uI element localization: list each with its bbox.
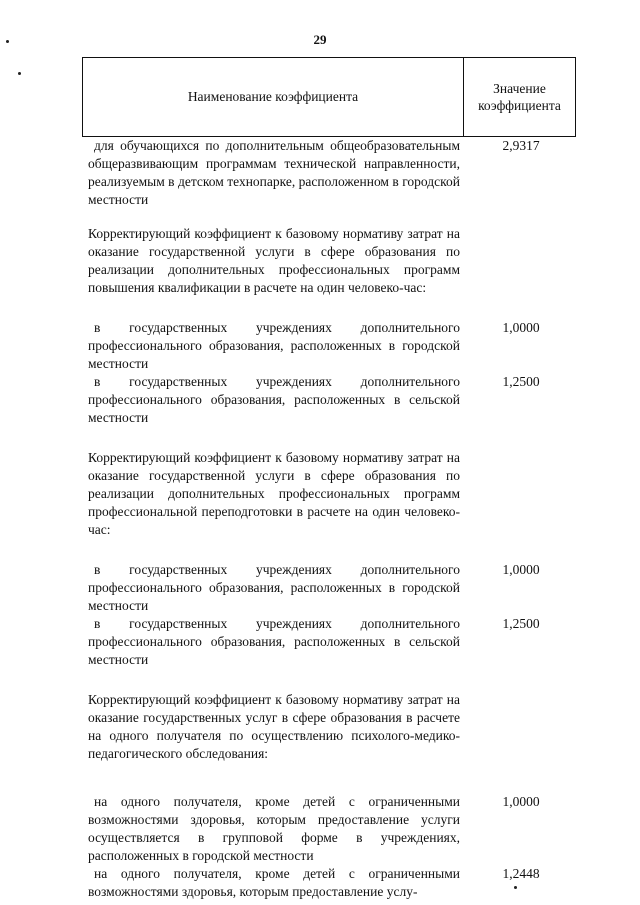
coefficient-name: в государственных учреждениях дополнительного профессионального образования, расположенных в сельской местности (88, 616, 460, 667)
header-value-column (464, 58, 575, 136)
coefficient-name: на одного получателя, кроме детей с ограниченными возможностями здоровья, которым предоставление услу- (88, 866, 460, 899)
table-row (88, 137, 574, 209)
table-row (88, 561, 574, 615)
section-heading: Корректирующий коэффициент к базовому нормативу затрат на оказание государственной услуги в сфере образования по реализации дополнительных профессиональных программ повышения квалификации в расчете на один человеко-час: (88, 226, 460, 295)
section-heading-row (88, 225, 574, 297)
scan-speck (18, 72, 21, 75)
section-heading: Корректирующий коэффициент к базовому нормативу затрат на оказание государственных услуг в сфере образования в расчете на одного получателя по осуществлению психолого-медико-педагогического обследования: (88, 692, 460, 761)
table-row (88, 865, 574, 901)
table-row (88, 373, 574, 427)
header-name-column: Наименование коэффициента (83, 58, 464, 136)
table-header (82, 57, 576, 137)
coefficient-name: в государственных учреждениях дополнительного профессионального образования, расположенных в городской местности (88, 562, 460, 613)
scan-speck (6, 40, 9, 43)
section-heading-row (88, 691, 574, 763)
coefficient-value: 2,9317 (502, 138, 540, 153)
coefficient-value: 1,2500 (502, 374, 540, 389)
section-heading-row (88, 449, 574, 539)
coefficient-value: 1,0000 (502, 320, 540, 335)
coefficient-value: 1,0000 (502, 562, 540, 577)
section-heading: Корректирующий коэффициент к базовому нормативу затрат на оказание государственной услуги в сфере образования по реализации дополнительных профессиональных программ профессиональной переподготовки в расчете на один человеко-час: (88, 450, 460, 537)
header-value-line2: коэффициента (478, 98, 561, 113)
coefficient-name: в государственных учреждениях дополнительного профессионального образования, расположенных в городской местности (88, 320, 460, 371)
page-number: 29 (313, 32, 327, 47)
coefficient-value: 1,0000 (502, 794, 540, 809)
coefficient-name: для обучающихся по дополнительным общеобразовательным общеразвивающим программам технической направленности, реализуемым в детском технопарке, расположенном в городской местности (88, 138, 460, 207)
coefficient-name: на одного получателя, кроме детей с ограниченными возможностями здоровья, которым предоставление услуги осуществляется в групповой форме в учреждениях, расположенных в городской местности (88, 794, 460, 863)
coefficient-name: в государственных учреждениях дополнительного профессионального образования, расположенных в сельской местности (88, 374, 460, 425)
coefficient-value: 1,2500 (502, 616, 540, 631)
coefficient-table-body (88, 137, 574, 901)
table-row (88, 793, 574, 865)
table-row (88, 319, 574, 373)
coefficient-value: 1,2448 (502, 866, 540, 881)
table-row (88, 615, 574, 669)
header-value-line1: Значение (493, 81, 546, 96)
